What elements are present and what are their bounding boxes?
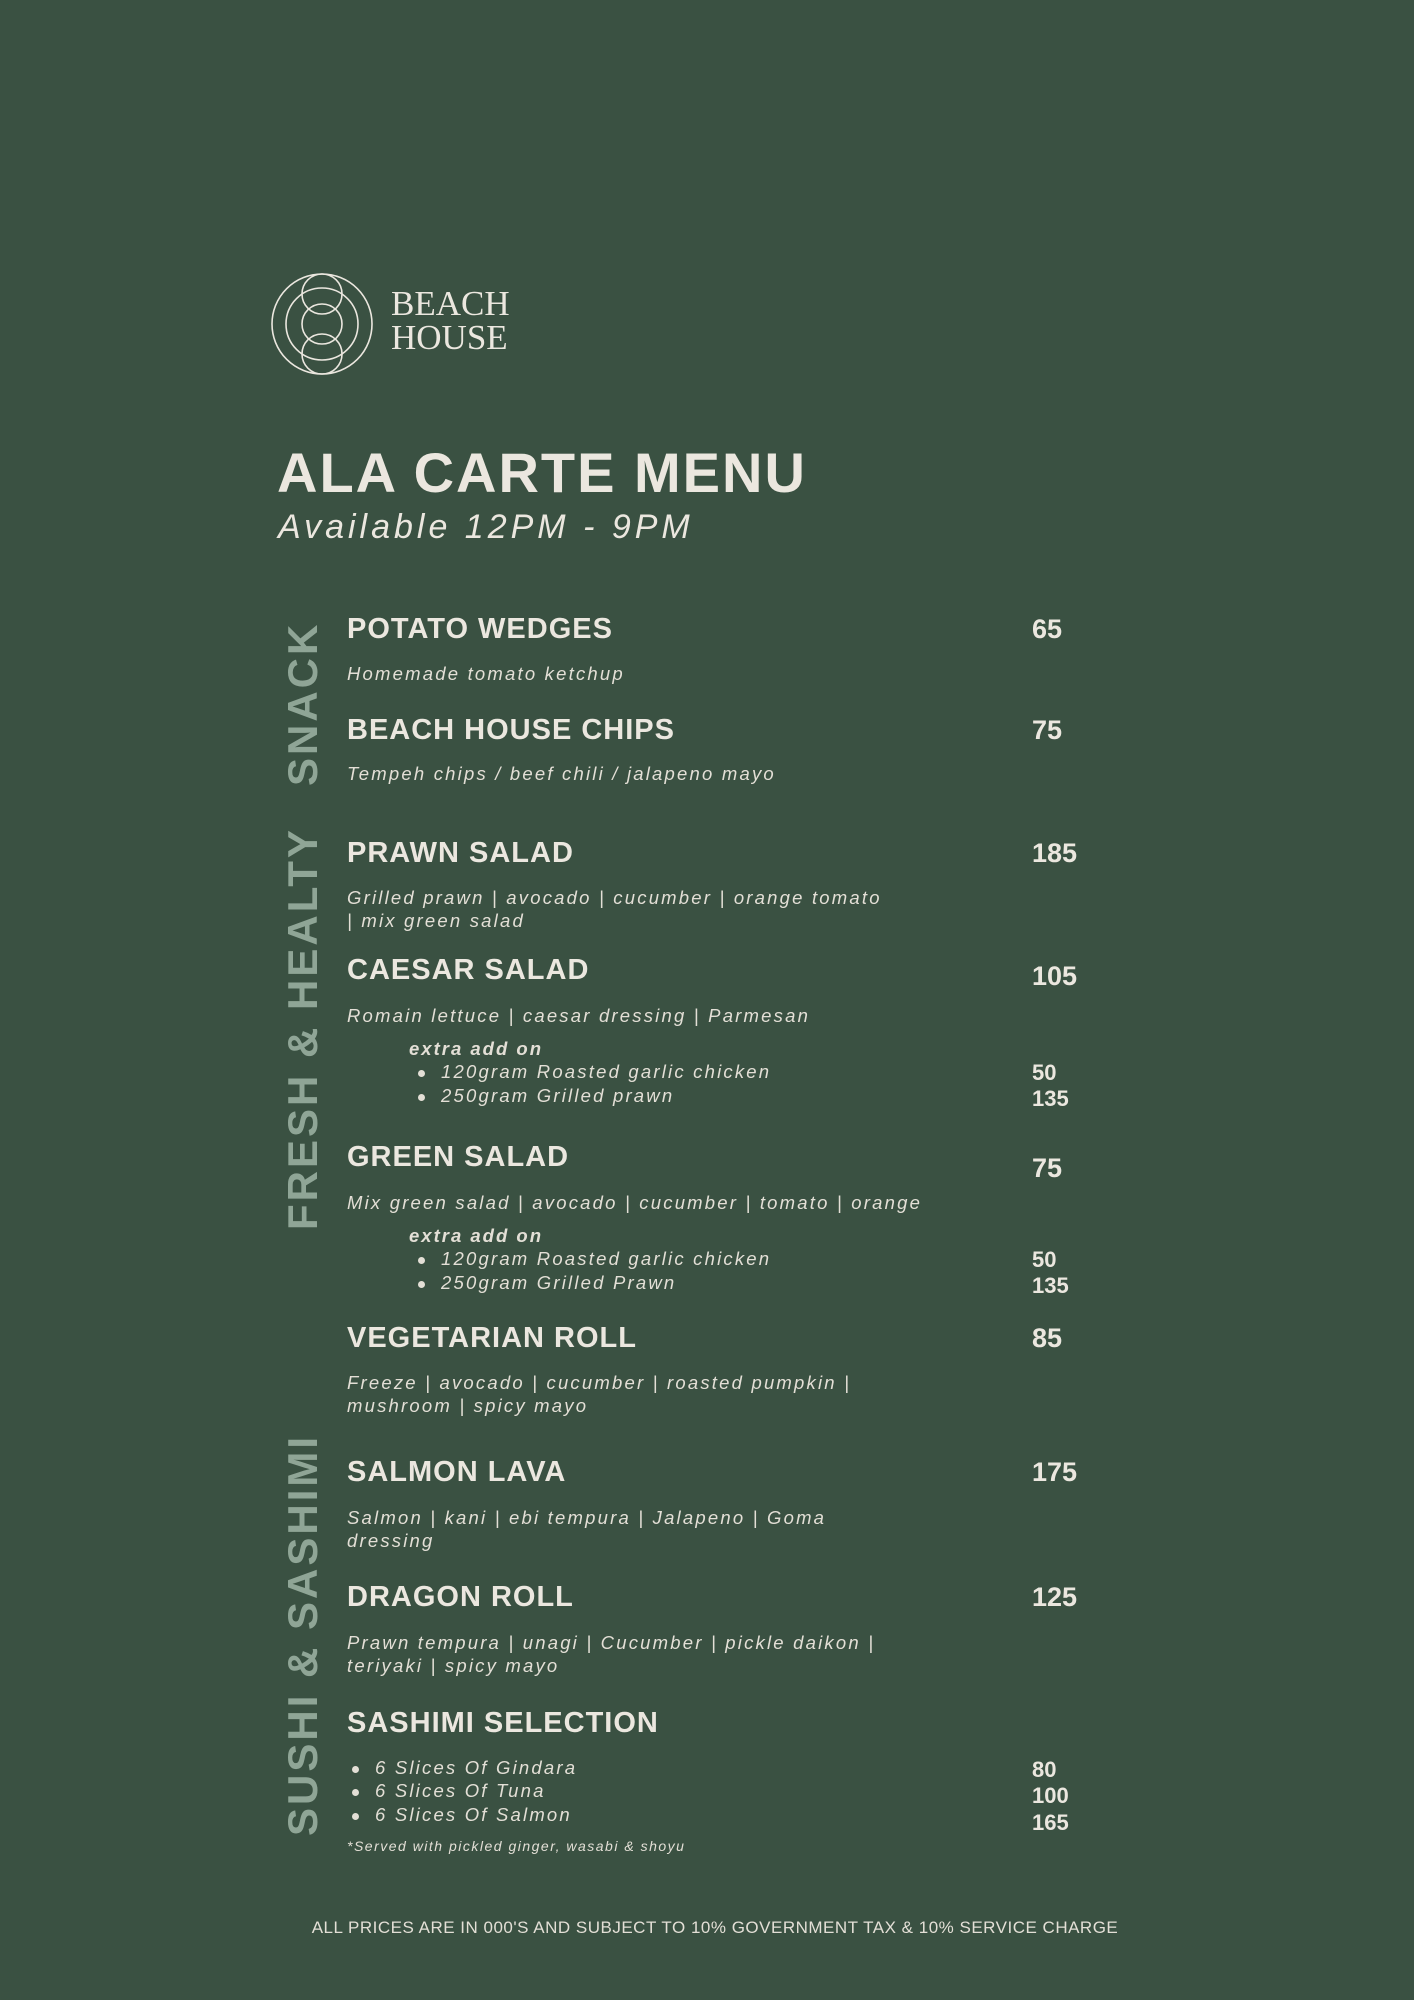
bullet-icon [418, 1257, 425, 1264]
item-name: SASHIMI SELECTION [347, 1707, 659, 1739]
item-description: Salmon | kani | ebi tempura | Jalapeno | Goma dressing [347, 1507, 827, 1551]
item-name: GREEN SALAD [347, 1141, 570, 1173]
item-name: POTATO WEDGES [347, 613, 613, 645]
item-price: 175 [1032, 1457, 1078, 1487]
item-name: CAESAR SALAD [347, 954, 590, 986]
option-price: 80 [1032, 1757, 1057, 1782]
sashimi-option: 6 Slices Of Tuna [352, 1780, 546, 1802]
item-price: 65 [1032, 614, 1063, 644]
item-description: Tempeh chips / beef chili / jalapeno mayo [347, 763, 776, 784]
brand-line-2: HOUSE [391, 318, 508, 357]
section-label-fresh-healthy: FRESH & HEALTY [279, 827, 326, 1230]
serving-note: *Served with pickled ginger, wasabi & shoyu [347, 1838, 686, 1854]
item-name: SALMON LAVA [347, 1456, 567, 1488]
sashimi-option: 6 Slices Of Gindara [352, 1757, 577, 1779]
option-price: 100 [1032, 1783, 1069, 1808]
item-description: Mix green salad | avocado | cucumber | tomato | orange [347, 1192, 923, 1213]
addon-title: extra add on [409, 1225, 543, 1246]
item-description: Freeze | avocado | cucumber | roasted pumpkin | mushroom | spicy mayo [347, 1372, 852, 1416]
item-description: Homemade tomato ketchup [347, 663, 625, 684]
item-price: 185 [1032, 838, 1078, 868]
addon-item: 250gram Grilled prawn [418, 1085, 674, 1107]
item-name: VEGETARIAN ROLL [347, 1322, 637, 1354]
item-name: DRAGON ROLL [347, 1581, 574, 1613]
bullet-icon [418, 1094, 425, 1101]
option-price: 165 [1032, 1810, 1069, 1835]
addon-item: 250gram Grilled Prawn [418, 1272, 676, 1294]
bullet-icon [352, 1813, 359, 1820]
brand-name [391, 284, 510, 357]
item-description: Romain lettuce | caesar dressing | Parmesan [347, 1005, 811, 1026]
beach-house-logo-icon [270, 272, 374, 376]
item-name: BEACH HOUSE CHIPS [347, 714, 675, 746]
section-label-sushi-sashimi: SUSHI & SASHIMI [279, 1433, 326, 1836]
addon-item: 120gram Roasted garlic chicken [418, 1248, 771, 1270]
section-label-snack: SNACK [279, 621, 326, 786]
item-description: Prawn tempura | unagi | Cucumber | pickle daikon | teriyaki | spicy mayo [347, 1632, 876, 1676]
bullet-icon [352, 1789, 359, 1796]
item-price: 125 [1032, 1582, 1078, 1612]
item-description: Grilled prawn | avocado | cucumber | orange tomato | mix green salad [347, 887, 882, 931]
page-title: ALA CARTE MENU [277, 441, 807, 504]
addon-item: 120gram Roasted garlic chicken [418, 1061, 771, 1083]
item-price: 75 [1032, 715, 1063, 745]
addon-price: 50 [1032, 1247, 1057, 1272]
addon-title: extra add on [409, 1038, 543, 1059]
availability-hours: Available 12PM - 9PM [278, 508, 694, 546]
item-price: 105 [1032, 961, 1078, 991]
sashimi-option: 6 Slices Of Salmon [352, 1804, 572, 1826]
addon-price: 50 [1032, 1060, 1057, 1085]
addon-price: 135 [1032, 1273, 1069, 1298]
bullet-icon [352, 1766, 359, 1773]
bullet-icon [418, 1070, 425, 1077]
item-price: 75 [1032, 1153, 1063, 1183]
bullet-icon [418, 1281, 425, 1288]
addon-price: 135 [1032, 1086, 1069, 1111]
item-name: PRAWN SALAD [347, 837, 574, 869]
brand-line-1: BEACH [391, 284, 510, 323]
price-disclaimer: ALL PRICES ARE IN 000'S AND SUBJECT TO 10% GOVERNMENT TAX & 10% SERVICE CHARGE [311, 1918, 1119, 1937]
item-price: 85 [1032, 1323, 1063, 1353]
